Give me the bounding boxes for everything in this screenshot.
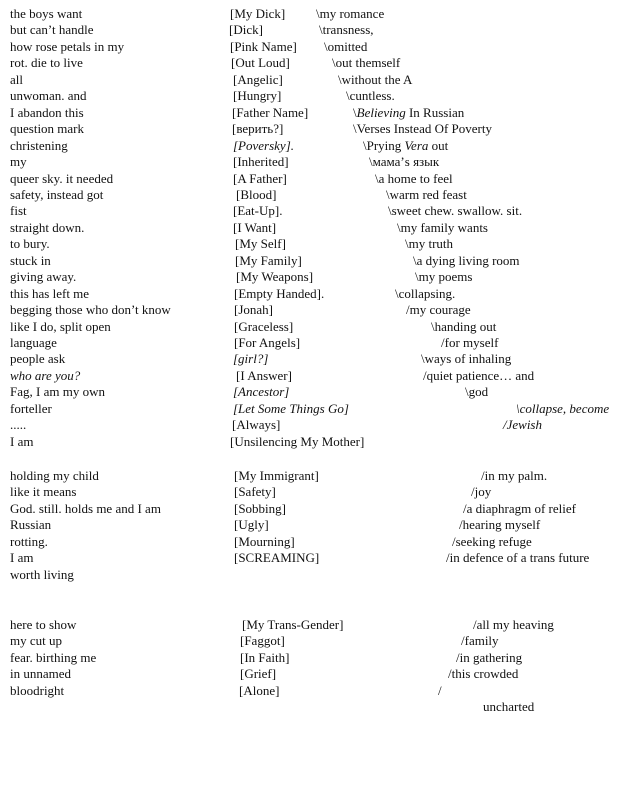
middle-column-line xyxy=(233,203,282,219)
middle-column-line xyxy=(236,368,292,384)
right-text: /joy xyxy=(471,484,492,500)
left-text: like it means xyxy=(10,484,77,500)
right-column-line xyxy=(461,633,499,649)
left-text: christening xyxy=(10,137,68,153)
left-text: worth living xyxy=(10,566,74,582)
left-column-line xyxy=(10,517,51,533)
right-column-line xyxy=(346,88,395,104)
middle-text: [верить?] xyxy=(232,121,284,137)
right-column-line xyxy=(353,105,464,121)
left-column-line xyxy=(10,286,89,302)
middle-column-line xyxy=(232,417,280,433)
right-column-line xyxy=(471,484,491,500)
right-column-line xyxy=(316,6,384,22)
middle-text: [Inherited] xyxy=(233,154,289,170)
right-column-line xyxy=(388,203,522,219)
right-text-prefix: \Prying xyxy=(363,137,405,153)
left-column-line xyxy=(10,501,161,517)
left-text: begging those who don’t know xyxy=(10,302,171,318)
middle-text: [Poversky]. xyxy=(233,137,295,153)
middle-text: [Angelic] xyxy=(233,71,283,87)
middle-column-line xyxy=(234,302,273,318)
left-text: straight down. xyxy=(10,219,85,235)
right-column-line xyxy=(421,351,511,367)
left-text: fear. birthing me xyxy=(10,649,97,665)
right-text: /quiet patience… and xyxy=(423,367,535,383)
right-text: \transness, xyxy=(319,22,374,38)
right-text-suffix: out xyxy=(428,137,449,153)
right-text: \a dying living room xyxy=(413,252,520,268)
left-column-line xyxy=(10,567,74,583)
middle-column-line xyxy=(235,236,286,252)
middle-column-line xyxy=(234,468,319,484)
middle-column-line xyxy=(240,633,285,649)
left-column-line xyxy=(10,253,51,269)
right-column-line xyxy=(456,650,522,666)
middle-text: [Empty Handed]. xyxy=(234,285,325,301)
middle-column-line xyxy=(242,617,343,633)
middle-text: [SCREAMING] xyxy=(234,550,320,566)
middle-column-line xyxy=(234,501,286,517)
left-text: people ask xyxy=(10,351,66,367)
right-text-prefix: \ xyxy=(353,104,357,120)
left-column-line xyxy=(10,434,33,450)
right-column-line xyxy=(332,55,400,71)
left-column-line xyxy=(10,6,82,22)
right-text: \sweet chew. swallow. sit. xyxy=(388,203,523,219)
middle-column-line xyxy=(234,534,295,550)
left-column-line xyxy=(10,269,76,285)
right-text: \my truth xyxy=(405,236,454,252)
right-column-line xyxy=(483,699,534,715)
right-column-line xyxy=(465,384,488,400)
right-column-line xyxy=(386,187,467,203)
middle-column-line xyxy=(232,121,283,137)
middle-column-line xyxy=(234,484,276,500)
right-text: /in gathering xyxy=(456,649,523,665)
right-text: \warm red feast xyxy=(386,186,467,202)
left-text: here to show xyxy=(10,617,77,632)
right-column-line xyxy=(324,39,367,55)
middle-text: [In Faith] xyxy=(240,649,290,665)
middle-column-line xyxy=(236,269,313,285)
left-column-line xyxy=(10,633,62,649)
middle-column-line xyxy=(240,666,276,682)
right-column-line xyxy=(438,683,442,699)
middle-text: [My Trans-Gender] xyxy=(242,617,344,632)
middle-column-line xyxy=(231,55,290,71)
left-text: fist xyxy=(10,203,27,219)
middle-column-line xyxy=(233,154,289,170)
middle-text: [Unsilencing My Mother] xyxy=(230,433,365,449)
middle-column-line xyxy=(234,335,300,351)
left-column-line xyxy=(10,302,171,318)
right-text: \collapsing. xyxy=(395,285,456,301)
right-column-line xyxy=(448,666,518,682)
middle-column-line xyxy=(234,286,324,302)
right-text: \cuntless. xyxy=(346,88,395,104)
left-column-line xyxy=(10,22,94,38)
right-text-italic: Vera xyxy=(404,137,429,153)
middle-text: [My Self] xyxy=(235,236,286,252)
middle-column-line xyxy=(240,650,289,666)
left-column-line xyxy=(10,319,111,335)
left-column-line xyxy=(10,534,48,550)
middle-column-line xyxy=(233,72,283,88)
middle-text: [My Dick] xyxy=(230,6,286,21)
middle-column-line xyxy=(239,683,279,699)
left-column-line xyxy=(10,468,99,484)
right-column-line xyxy=(405,236,453,252)
middle-column-line xyxy=(233,88,281,104)
left-text: rotting. xyxy=(10,533,48,549)
middle-column-line xyxy=(233,351,268,367)
middle-column-line xyxy=(234,550,319,566)
left-column-line xyxy=(10,121,84,137)
middle-text: [Blood] xyxy=(236,186,277,202)
right-column-line xyxy=(413,253,520,269)
left-text: language xyxy=(10,335,57,350)
middle-column-line xyxy=(233,401,349,417)
right-text-italic: Believing xyxy=(356,104,406,120)
left-text: queer sky. it needed xyxy=(10,170,114,186)
middle-column-line xyxy=(234,319,293,335)
right-text: \omitted xyxy=(324,38,368,54)
middle-column-line xyxy=(232,105,308,121)
left-text: safety, instead got xyxy=(10,186,104,202)
right-column-line xyxy=(353,121,492,137)
middle-text: [Sobbing] xyxy=(234,500,286,516)
left-text: Fag, I am my own xyxy=(10,384,105,400)
left-text: but can’t handle xyxy=(10,22,94,38)
left-column-line xyxy=(10,171,113,187)
right-text: /my courage xyxy=(406,302,471,318)
right-text: /Jewish xyxy=(503,417,542,433)
left-column-line xyxy=(10,236,50,252)
right-column-line xyxy=(503,417,542,433)
middle-text: [girl?] xyxy=(233,351,269,367)
left-text: all xyxy=(10,71,23,87)
right-column-line xyxy=(338,72,412,88)
right-column-line xyxy=(481,468,547,484)
left-column-line xyxy=(10,138,68,154)
middle-text: [Always] xyxy=(232,417,281,433)
middle-text: [Eat-Up]. xyxy=(233,203,283,219)
middle-text: [Ugly] xyxy=(234,517,269,533)
middle-column-line xyxy=(230,434,364,450)
left-column-line xyxy=(10,39,124,55)
middle-column-line xyxy=(229,22,263,38)
left-column-line xyxy=(10,187,103,203)
left-text: question mark xyxy=(10,121,85,137)
right-column-line xyxy=(415,269,472,285)
right-text: \out themself xyxy=(332,55,401,71)
left-column-line xyxy=(10,88,87,104)
right-text: /a diaphragm of relief xyxy=(463,500,576,516)
left-column-line xyxy=(10,401,52,417)
right-column-line xyxy=(452,534,532,550)
right-column-line xyxy=(459,517,540,533)
left-text: I abandon this xyxy=(10,104,84,120)
middle-text: [Ancestor] xyxy=(233,384,290,400)
middle-text: [Hungry] xyxy=(233,88,282,104)
left-text: how rose petals in my xyxy=(10,38,125,54)
right-text: \мама’s язык xyxy=(369,154,440,170)
right-column-line xyxy=(369,154,439,170)
middle-column-line xyxy=(235,253,302,269)
left-column-line xyxy=(10,72,23,88)
left-text: I am xyxy=(10,433,34,449)
middle-text: [Faggot] xyxy=(240,633,285,649)
left-text: holding my child xyxy=(10,468,99,483)
right-text: \Verses Instead Of Poverty xyxy=(353,121,492,137)
middle-text: [Alone] xyxy=(239,682,280,698)
middle-text: [Graceless] xyxy=(234,318,294,334)
left-text: like I do, split open xyxy=(10,318,111,334)
right-text: \my poems xyxy=(415,269,473,285)
middle-column-line xyxy=(233,138,294,154)
left-column-line xyxy=(10,154,27,170)
middle-text: [Safety] xyxy=(234,484,276,500)
middle-text: [My Family] xyxy=(235,252,302,268)
right-column-line xyxy=(406,302,471,318)
left-column-line xyxy=(10,666,71,682)
right-column-line xyxy=(516,401,609,417)
left-text: who are you? xyxy=(10,367,81,383)
right-text: \ways of inhaling xyxy=(421,351,512,367)
right-column-line xyxy=(397,220,488,236)
middle-text: [My Weapons] xyxy=(236,269,314,285)
left-column-line xyxy=(10,550,33,566)
middle-column-line xyxy=(234,517,269,533)
middle-column-line xyxy=(236,187,276,203)
middle-text: [Mourning] xyxy=(234,533,295,549)
right-text: \collapse, become xyxy=(516,400,610,416)
right-column-line xyxy=(319,22,374,38)
right-column-line xyxy=(463,501,576,517)
middle-column-line xyxy=(233,171,287,187)
middle-text: [Pink Name] xyxy=(230,38,297,54)
left-column-line xyxy=(10,683,64,699)
left-column-line xyxy=(10,650,96,666)
right-column-line xyxy=(431,319,496,335)
left-column-line xyxy=(10,335,57,351)
middle-column-line xyxy=(233,220,276,236)
right-text: /for myself xyxy=(441,335,499,350)
left-column-line xyxy=(10,351,65,367)
left-text: giving away. xyxy=(10,269,77,285)
left-column-line xyxy=(10,484,76,500)
middle-text: [A Father] xyxy=(233,170,287,186)
left-text: the boys want xyxy=(10,6,83,21)
left-text: unwoman. and xyxy=(10,88,87,104)
left-text: to bury. xyxy=(10,236,50,252)
middle-text: [I Want] xyxy=(233,219,277,235)
right-column-line xyxy=(395,286,455,302)
right-text: uncharted xyxy=(483,699,535,715)
right-text: / xyxy=(438,682,442,698)
left-text: stuck in xyxy=(10,252,51,268)
right-text: \god xyxy=(465,384,489,400)
middle-text: [I Answer] xyxy=(236,367,292,383)
right-text: \handing out xyxy=(431,318,497,334)
left-column-line xyxy=(10,203,27,219)
middle-column-line xyxy=(233,384,289,400)
middle-text: [My Immigrant] xyxy=(234,468,319,483)
left-text: God. still. holds me and I am xyxy=(10,500,161,516)
left-text: bloodright xyxy=(10,682,65,698)
right-text: \my family wants xyxy=(397,219,488,235)
middle-text: [Out Loud] xyxy=(231,55,290,71)
middle-text: [Let Some Things Go] xyxy=(233,400,349,416)
right-column-line xyxy=(446,550,589,566)
middle-text: [Dick] xyxy=(229,22,263,38)
right-text-suffix: In Russian xyxy=(405,104,465,120)
right-text: \a home to feel xyxy=(375,170,453,186)
left-column-line xyxy=(10,368,80,384)
right-text: /in my palm. xyxy=(481,468,548,483)
left-text: rot. die to live xyxy=(10,55,83,71)
right-column-line xyxy=(423,368,534,384)
middle-text: [For Angels] xyxy=(234,335,301,350)
right-text: /in defence of a trans future xyxy=(446,550,590,566)
right-text: /all my heaving xyxy=(473,617,554,632)
middle-text: [Father Name] xyxy=(232,104,309,120)
right-column-line xyxy=(441,335,498,351)
left-text: my cut up xyxy=(10,633,62,649)
left-column-line xyxy=(10,220,84,236)
right-text: /hearing myself xyxy=(459,517,541,533)
middle-text: [Jonah] xyxy=(234,302,273,318)
right-column-line xyxy=(375,171,453,187)
right-text: /seeking refuge xyxy=(452,533,532,549)
right-text: /this crowded xyxy=(448,666,519,682)
left-column-line xyxy=(10,417,26,433)
left-column-line xyxy=(10,384,105,400)
left-column-line xyxy=(10,55,83,71)
right-text: /family xyxy=(461,633,499,649)
left-text: this has left me xyxy=(10,285,90,301)
right-column-line xyxy=(473,617,554,633)
left-column-line xyxy=(10,105,84,121)
right-text: \my romance xyxy=(316,6,385,21)
left-column-line xyxy=(10,617,76,633)
right-column-line xyxy=(363,138,448,154)
middle-text: [Grief] xyxy=(240,666,277,682)
right-text: \without the A xyxy=(338,71,413,87)
left-text: in unnamed xyxy=(10,666,72,682)
left-text: I am xyxy=(10,550,34,566)
left-text: ..... xyxy=(10,417,27,433)
middle-column-line xyxy=(230,6,285,22)
left-text: my xyxy=(10,154,27,170)
left-text: Russian xyxy=(10,517,52,533)
middle-column-line xyxy=(230,39,297,55)
left-text: forteller xyxy=(10,400,52,416)
